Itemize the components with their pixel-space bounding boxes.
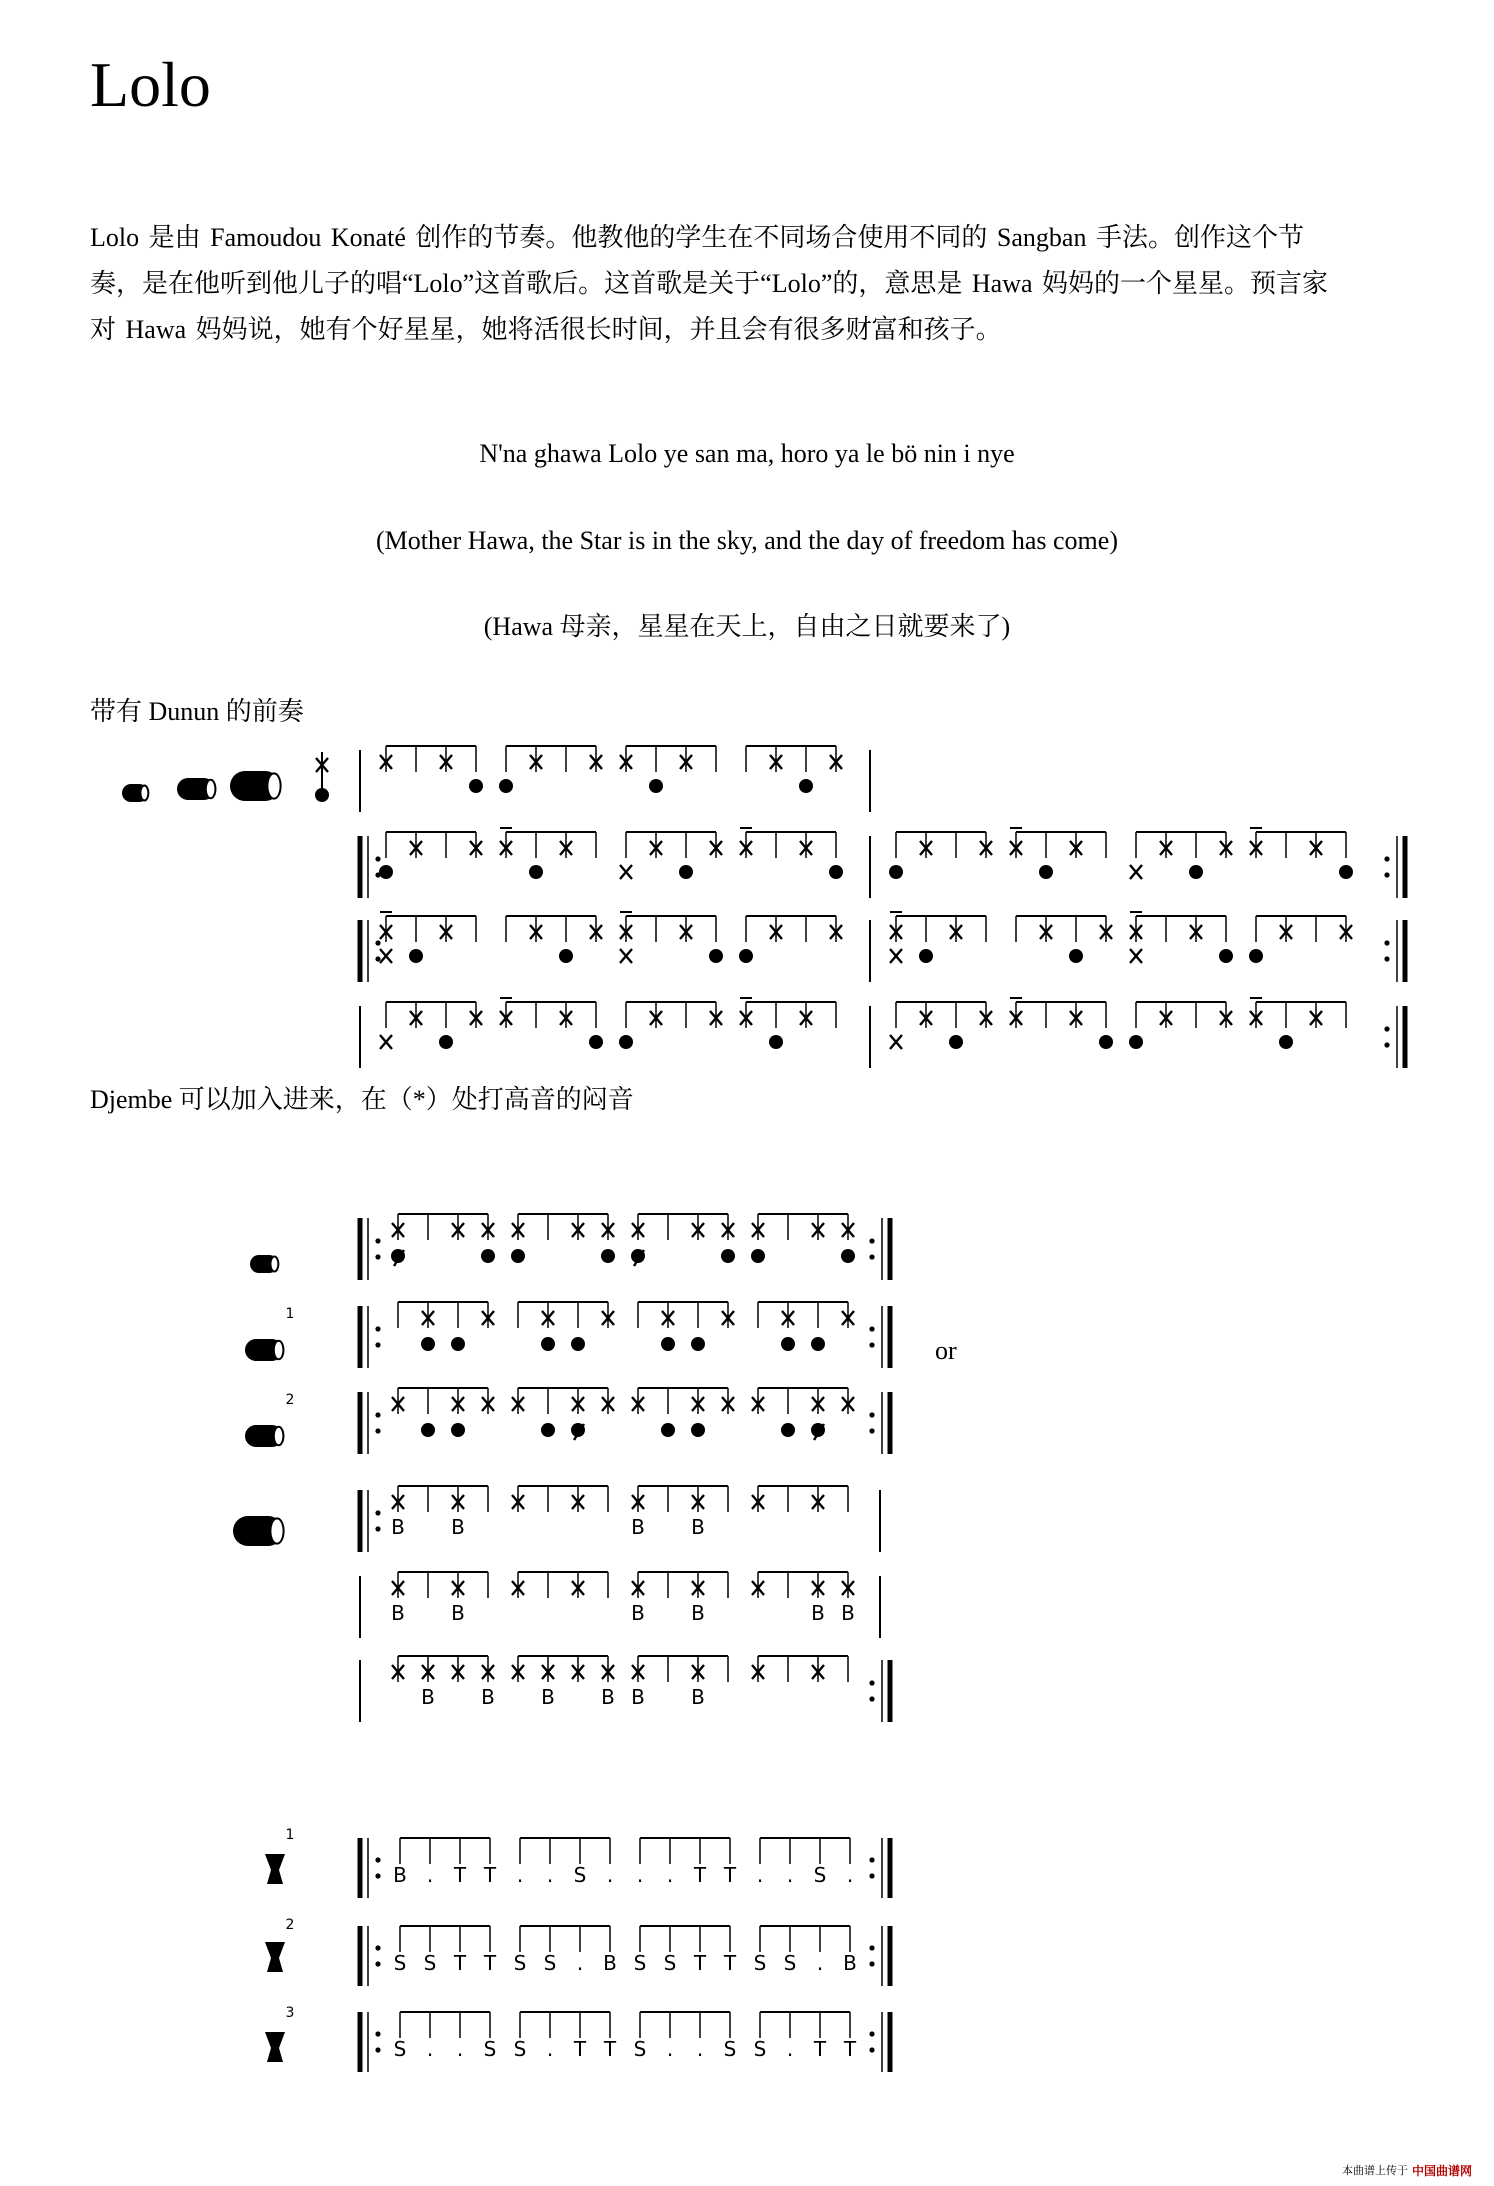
repeat-start [360,2012,381,2072]
open-stroke [481,1249,495,1263]
djembe-stroke-label: S [753,1951,767,1975]
footer [1342,2163,1472,2179]
beat-group [896,916,986,942]
djembe-note-heading: Djembe 可以加入进来，在（*）处打高音的闷音 [90,1085,634,1114]
beat-group [1256,916,1346,942]
beat-group [1136,832,1226,858]
djembe-stroke-label: B [393,1863,407,1887]
open-stroke [499,779,513,793]
repeat-start [360,836,381,898]
open-stroke [601,1249,615,1263]
djembe-stroke-label: S [513,1951,527,1975]
beat-group [638,1572,728,1598]
beat-group [758,1572,848,1598]
beat-group [626,1002,716,1028]
bell-stroke [890,949,902,963]
djembe-stroke-label: . [786,2037,794,2061]
open-stroke [451,1337,465,1351]
bell-stroke [1130,865,1142,879]
repeat-end [869,1838,890,1898]
repeat-start [360,1490,381,1552]
open-stroke [739,949,753,963]
repeat-end [869,1306,890,1368]
djembe-stroke-label: S [393,1951,407,1975]
open-stroke [799,779,813,793]
beat-group [1016,832,1106,858]
open-stroke [421,1423,435,1437]
beat-group [746,746,836,772]
voice-number-label: 2 [285,1917,295,1933]
open-stroke [679,865,693,879]
djembe-stroke-label: . [546,2037,554,2061]
beat-group [518,1214,608,1240]
open-stroke [541,1423,555,1437]
sangban-icon [245,1425,283,1447]
open-stroke [559,949,573,963]
beat-group [760,1926,850,1952]
beat-group [746,916,836,942]
beat-group [506,746,596,772]
beat-group [1016,916,1106,942]
djembe-stroke-label: S [663,1951,677,1975]
djembe-stroke-label: . [846,1863,854,1887]
djembe-stroke-label: T [843,2037,857,2061]
bass-stroke-label: B [451,1601,465,1625]
djembe-stroke-label: . [666,2037,674,2061]
repeat-start [360,1306,381,1368]
djembe-stroke-label: . [666,1863,674,1887]
bass-stroke-label: B [481,1685,495,1709]
bass-stroke-label: B [391,1515,405,1539]
open-stroke [919,949,933,963]
bass-stroke-label: B [631,1601,645,1625]
open-stroke [721,1249,735,1263]
beat-group [506,916,596,942]
beat-group [386,832,476,858]
open-stroke [1249,949,1263,963]
beat-group [506,832,596,858]
djembe-stroke-label: T [573,2037,587,2061]
beat-group [1016,1002,1106,1028]
repeat-start [360,1392,381,1454]
beat-group [518,1656,608,1682]
open-stroke [841,1249,855,1263]
djembe-icon [265,1854,285,1884]
beat-group [1136,1002,1226,1028]
beat-group [1256,1002,1346,1028]
djembe-stroke-label: S [813,1863,827,1887]
bell-stroke [620,949,632,963]
repeat-end [869,1926,890,1986]
repeat-start [360,1926,381,1986]
beat-group [518,1486,608,1512]
djembe-stroke-label: . [606,1863,614,1887]
djembe-stroke-label: T [693,1951,707,1975]
repeat-start [360,1838,381,1898]
open-stroke [529,865,543,879]
open-stroke [709,949,723,963]
beat-group [640,1926,730,1952]
beat-group [520,1838,610,1864]
instrument-icons [122,771,285,2062]
djembe-stroke-label: B [603,1951,617,1975]
page-title: Lolo [90,49,211,120]
djembe-stroke-label: . [546,1863,554,1887]
djembe-stroke-label: T [693,1863,707,1887]
open-stroke [469,779,483,793]
djembe-stroke-label: S [483,2037,497,2061]
open-stroke [661,1423,675,1437]
djembe-icon [265,1942,285,1972]
beat-group [506,1002,596,1028]
repeat-end [1384,1006,1405,1068]
bass-stroke-label: B [391,1601,405,1625]
voice-number-label: 1 [285,1827,295,1843]
intro-paragraph: Lolo 是由 Famoudou Konaté 创作的节奏。他教他的学生在不同场合使用不同的 Sangban 手法。创作这个节奏，是在他听到他儿子的唱“Lolo”这首歌后。这首歌是关于“Lolo”的，意思是 Hawa 妈妈的一个星星。预言家对 Hawa 妈妈说，她有个好星星，她将活很长时间，并且会有很多财富和孩子。 [90,223,1329,344]
open-stroke [439,1035,453,1049]
beat-group [398,1656,488,1682]
open-stroke [769,1035,783,1049]
djembe-stroke-label: S [633,1951,647,1975]
beat-group [638,1302,728,1328]
bell-stroke [620,865,632,879]
dundunba-icon [233,1516,284,1546]
open-stroke [1099,1035,1113,1049]
voice-number-label: 1 [285,1306,295,1322]
djembe-stroke-label: . [576,1951,584,1975]
bass-stroke-label: B [691,1601,705,1625]
open-stroke [315,788,329,802]
open-stroke [829,865,843,879]
song-chinese-translation: (Hawa 母亲，星星在天上，自由之日就要来了) [483,612,1011,641]
open-stroke [751,1249,765,1263]
bell-stroke [380,949,392,963]
djembe-stroke-label: . [426,2037,434,2061]
beat-group [640,1838,730,1864]
beat-group [626,832,716,858]
djembe-stroke-label: T [603,2037,617,2061]
djembe-stroke-label: S [393,2037,407,2061]
beat-group [518,1302,608,1328]
repeat-start [360,1218,381,1280]
open-stroke [589,1035,603,1049]
beat-group [896,1002,986,1028]
dundunba-icon [230,771,281,801]
beat-group [758,1486,848,1512]
open-stroke [409,949,423,963]
djembe-stroke-label: S [513,2037,527,2061]
open-stroke [1129,1035,1143,1049]
beat-group [398,1572,488,1598]
repeat-start [360,920,381,982]
beat-group [400,1926,490,1952]
bass-stroke-label: B [631,1515,645,1539]
open-stroke [1279,1035,1293,1049]
djembe-stroke-label: . [456,2037,464,2061]
djembe-stroke-label: . [696,2037,704,2061]
open-stroke [1189,865,1203,879]
djembe-stroke-label: . [756,1863,764,1887]
beat-group [758,1214,848,1240]
beat-group [638,1656,728,1682]
open-stroke [1339,865,1353,879]
beat-group [638,1388,728,1414]
djembe-stroke-label: T [453,1951,467,1975]
open-stroke [541,1337,555,1351]
djembe-stroke-label: T [723,1863,737,1887]
open-stroke [691,1337,705,1351]
open-stroke [949,1035,963,1049]
beat-group [398,1486,488,1512]
kenkeni-icon [250,1255,278,1273]
beat-group [746,1002,836,1028]
bell-stroke [380,1035,392,1049]
repeat-end [1384,920,1405,982]
bell-stroke [890,1035,902,1049]
bass-stroke-label: B [631,1685,645,1709]
djembe-stroke-label: . [516,1863,524,1887]
bass-stroke-label: B [811,1601,825,1625]
bass-stroke-label: B [601,1685,615,1709]
open-stroke [619,1035,633,1049]
djembe-stroke-label: S [423,1951,437,1975]
djembe-notation [286,1306,857,2061]
beat-group [1256,832,1346,858]
bass-stroke-label: B [691,1515,705,1539]
djembe-stroke-label: . [786,1863,794,1887]
beat-group [386,746,476,772]
voice-number-label: 3 [285,2005,295,2021]
open-stroke [511,1249,525,1263]
beat-group [640,2012,730,2038]
beat-group [758,1388,848,1414]
djembe-stroke-label: T [483,1863,497,1887]
open-stroke [421,1337,435,1351]
beat-group [400,2012,490,2038]
beat-group [518,1572,608,1598]
open-stroke [811,1337,825,1351]
djembe-stroke-label: S [783,1951,797,1975]
open-stroke [1039,865,1053,879]
open-stroke [1069,949,1083,963]
djembe-stroke-label: S [573,1863,587,1887]
djembe-stroke-label: B [843,1951,857,1975]
song-lyric: N'na ghawa Lolo ye san ma, horo ya le bö nin i nye [479,439,1015,468]
open-stroke [889,865,903,879]
beat-group [386,1002,476,1028]
bass-stroke-label: B [541,1685,555,1709]
beat-group [386,916,476,942]
djembe-stroke-label: T [723,1951,737,1975]
open-stroke [379,865,393,879]
beat-group [398,1388,488,1414]
djembe-stroke-label: . [816,1951,824,1975]
bass-stroke-label: B [841,1601,855,1625]
beat-group [758,1302,848,1328]
open-stroke [571,1337,585,1351]
beat-group [400,1838,490,1864]
beat-group [746,832,836,858]
voice-number-label: 2 [285,1392,295,1408]
footer-upload-note: 本曲谱上传于 [1341,2164,1408,2177]
song-english-translation: (Mother Hawa, the Star is in the sky, and the day of freedom has come) [376,526,1118,555]
repeat-end [1384,836,1405,898]
sangban-icon [177,778,215,800]
beat-group [520,2012,610,2038]
djembe-stroke-label: S [753,2037,767,2061]
dunun-intro-heading: 带有 Dunun 的前奏 [90,697,304,726]
djembe-stroke-label: . [636,1863,644,1887]
beat-group [518,1388,608,1414]
djembe-stroke-label: T [483,1951,497,1975]
bass-stroke-label: B [691,1685,705,1709]
bass-stroke-label: B [451,1515,465,1539]
djembe-stroke-label: . [426,1863,434,1887]
djembe-stroke-label: S [723,2037,737,2061]
beat-group [760,1838,850,1864]
repeat-end [869,1218,890,1280]
open-stroke [649,779,663,793]
beat-group [626,916,716,942]
beat-group [520,1926,610,1952]
open-stroke [781,1337,795,1351]
score-notes [315,746,1353,2038]
beat-group [896,832,986,858]
djembe-stroke-label: S [543,1951,557,1975]
beat-group [758,1656,848,1682]
repeat-end [869,1660,890,1722]
beat-group [398,1214,488,1240]
kenkeni-icon [122,784,148,802]
open-stroke [661,1337,675,1351]
bass-stroke-label: B [421,1685,435,1709]
beat-group [1136,916,1226,942]
footer-site-logo: 中国曲谱网 [1411,2164,1472,2178]
beat-group [638,1214,728,1240]
djembe-stroke-label: T [813,2037,827,2061]
open-stroke [451,1423,465,1437]
open-stroke [691,1423,705,1437]
open-stroke [1219,949,1233,963]
or-label: or [935,1336,957,1365]
bell-stroke [1130,949,1142,963]
sangban-icon [245,1339,283,1361]
beat-group [638,1486,728,1512]
repeat-end [869,1392,890,1454]
djembe-stroke-label: S [633,2037,647,2061]
repeat-end [869,2012,890,2072]
open-stroke [781,1423,795,1437]
djembe-icon [265,2032,285,2062]
djembe-stroke-label: T [453,1863,467,1887]
beat-group [760,2012,850,2038]
beat-group [398,1302,488,1328]
beat-group [626,746,716,772]
